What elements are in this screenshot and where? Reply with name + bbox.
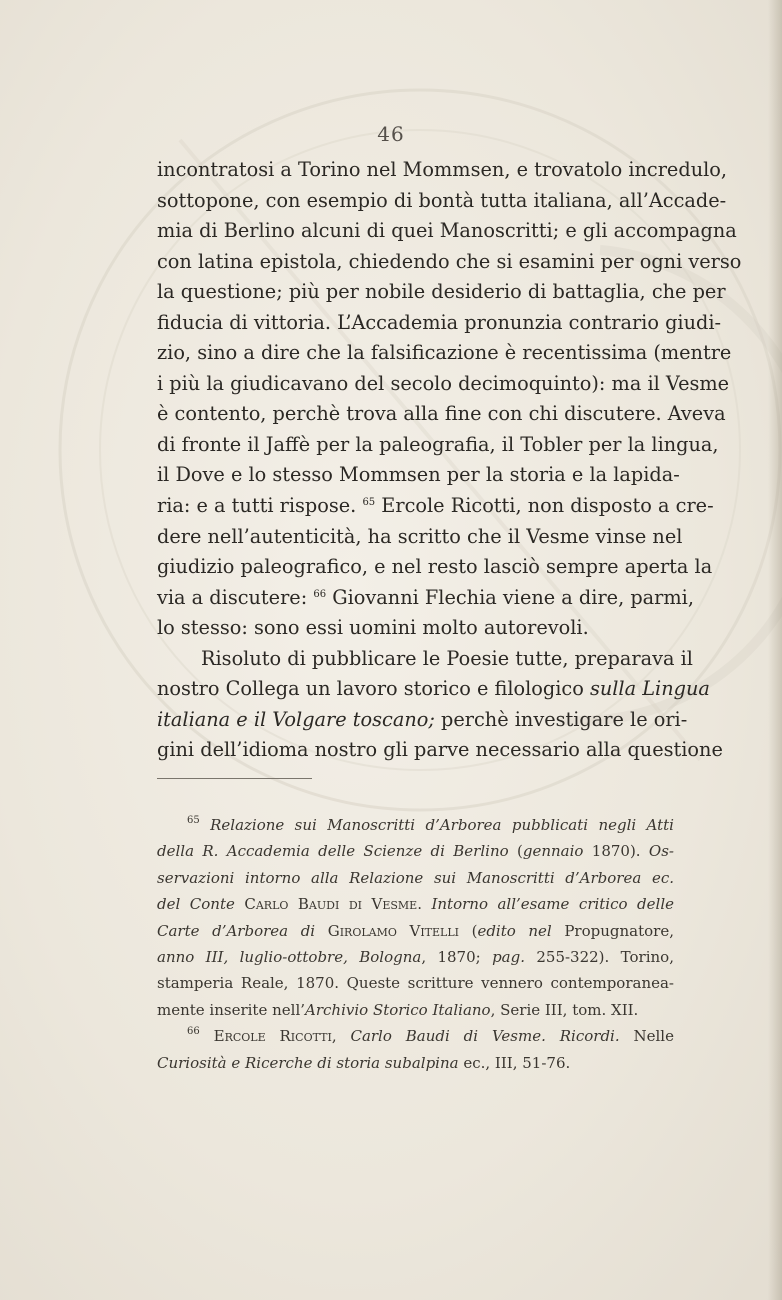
footnote-text: Relazione sui Manoscritti d’Arborea pubblicati negli Atti [210, 816, 674, 834]
text-line: i più la giudicavano del secolo decimoquinto): ma il Vesme [157, 371, 730, 395]
author-name: Ercole Ricotti [213, 1027, 332, 1046]
text-segment: perchè investigare le ori- [434, 707, 688, 731]
footnote-66-line [157, 1023, 674, 1049]
footnote-text: Nelle [619, 1027, 674, 1046]
text-line [157, 674, 710, 705]
footnote-marker-66: 66 [187, 1026, 200, 1038]
footnote-text: Intorno all’esame critico delle [431, 895, 674, 914]
text-line [157, 583, 694, 614]
footnote-text: Propugnatore, [551, 921, 674, 940]
footnote-text: Archivio Storico Italiano [305, 1000, 491, 1019]
footnote-65-line [157, 997, 674, 1023]
page-number: 46 [377, 122, 405, 146]
text-line: è contento, perchè trova alla fine con chi discutere. Aveva [157, 402, 726, 426]
footnote-text: ec., III, 51-76. [458, 1053, 571, 1072]
text-line [157, 705, 688, 736]
text-segment: Ercole Ricotti, non disposto a cre- [375, 494, 714, 518]
footnote-text: servazioni intorno alla Relazione sui Manoscritti d’Arborea ec. [157, 868, 674, 887]
text-line: incontratosi a Torino nel Mommsen, e trovatolo incredulo, [157, 158, 728, 181]
footnote-text: , 1870; [421, 947, 493, 966]
footnote-text: edito nel [477, 921, 552, 940]
text-segment: nostro Collega un lavoro storico e filologico [157, 677, 590, 701]
text-line: sottopone, con esempio di bontà tutta italiana, all’Accade- [157, 188, 727, 212]
footnote-text: , [331, 1027, 351, 1046]
text-segment: Giovanni Flechia viene a dire, parmi, [326, 585, 694, 609]
footnote-text: 255-322). Torino, [524, 947, 674, 966]
footnote-text: . [417, 895, 432, 914]
footnote-text: 1870). [583, 842, 649, 861]
text-line: zio, sino a dire che la falsificazione è recentissima (mentre [157, 341, 732, 365]
author-name: Carlo Baudi di Vesme [244, 895, 418, 914]
footnote-65-line [157, 812, 674, 838]
page-edge-shadow [768, 0, 782, 1300]
footnote-65-line [157, 838, 674, 864]
footnote-ref-65[interactable]: 65 [362, 497, 376, 509]
footnote-divider [157, 778, 312, 779]
footnote-text: Carte d’Arborea di [157, 921, 328, 940]
text-line: fiducia di vittoria. L’Accademia pronunzia contrario giudi- [157, 310, 722, 334]
footnote-marker-65: 65 [187, 815, 200, 826]
footnote-text: ( [508, 842, 523, 861]
footnote-ref-66[interactable]: 66 [313, 588, 327, 600]
text-line: il Dove e lo stesso Mommsen per la storia e la lapida- [157, 463, 680, 487]
footnote-text: , Serie III, tom. XII. [490, 1000, 639, 1019]
footnote-text: della R. Accademia delle Scienze di Berlino [157, 842, 509, 861]
footnote-65-line [157, 891, 674, 917]
text-line: lo stesso: sono essi uomini molto autorevoli. [157, 616, 589, 640]
footnote-text: mente inserite nell’ [157, 1000, 306, 1019]
footnote-65-line [157, 918, 674, 944]
text-segment: via a discutere: [157, 585, 308, 609]
footnote-text: Curiosità e Ricerche di storia subalpina [157, 1053, 459, 1072]
footnote-65-line: stamperia Reale, 1870. Queste scritture vennero contemporanea- [157, 974, 674, 993]
text-line: dere nell’autenticità, ha scritto che il Vesme vinse nel [157, 524, 683, 548]
main-text [157, 155, 742, 766]
footnotes [157, 812, 674, 1076]
footnote-text: Os- [648, 842, 674, 861]
text-segment: ria: e a tutti rispose. [157, 494, 357, 518]
text-line: con latina epistola, chiedendo che si esamini per ogni verso [157, 249, 742, 273]
footnote-66-line [157, 1050, 674, 1076]
italic-title: sulla Lingua [589, 677, 710, 701]
author-name: Girolamo Vitelli [327, 921, 459, 940]
text-line: la questione; più per nobile desiderio di battaglia, che per [157, 280, 726, 304]
footnote-text: gennaio [522, 842, 584, 861]
text-line [157, 491, 714, 522]
text-line: mia di Berlino alcuni di quei Manoscritti; e gli accompagna [157, 219, 737, 243]
footnote-text: pag. [492, 947, 525, 966]
footnote-65-line [157, 865, 674, 891]
footnote-text: anno III, luglio-ottobre, Bologna [157, 947, 422, 966]
italic-title: italiana e il Volgare toscano; [157, 707, 435, 731]
footnote-text: Carlo Baudi di Vesme. Ricordi. [350, 1027, 620, 1046]
text-line: giudizio paleografico, e nel resto lasciò sempre aperta la [157, 555, 713, 579]
footnote-65-line [157, 944, 674, 970]
text-line: Risoluto di pubblicare le Poesie tutte, preparava il [201, 646, 693, 670]
text-line: gini dell’idioma nostro gli parve necessario alla questione [157, 738, 723, 762]
text-line: di fronte il Jaffè per la paleografia, il Tobler per la lingua, [157, 432, 719, 456]
footnote-text: del Conte [157, 895, 245, 914]
footnote-text: ( [458, 921, 478, 940]
